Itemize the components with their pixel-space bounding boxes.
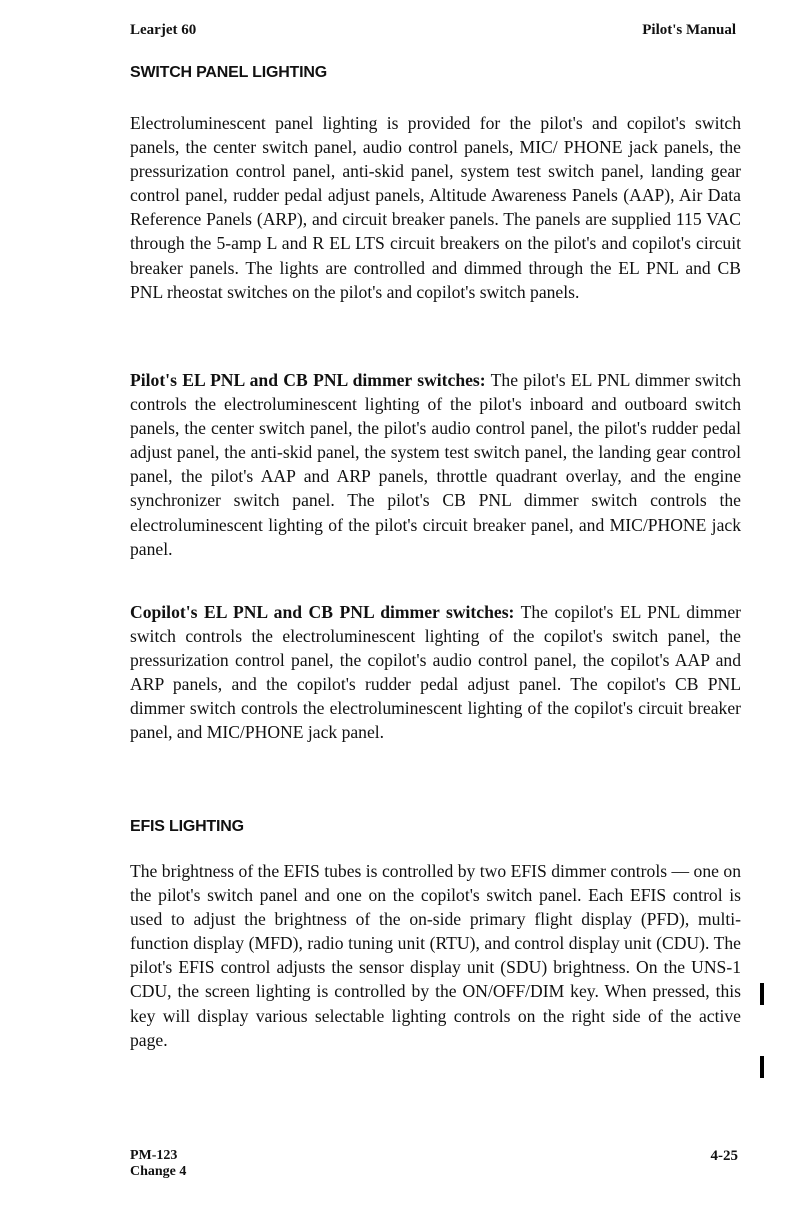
switch-panel-intro-paragraph: Electroluminescent panel lighting is provided for the pilot's and copilot's switch panels, the center switch panel, audio control panels, MIC/ PHONE jack panels, the pressurization control panel, anti-skid panel, system test switch panel, landing gear control panel, rudder pedal adjust panels, Altitude Awareness Panels (AAP), Air Data Reference Panels (ARP), and circuit breaker panels. The panels are supplied 115 VAC through the 5-amp L and R EL LTS circuit breakers on the pilot's and copilot's circuit breaker panels. The lights are controlled and dimmed through the EL PNL and CB PNL rheostat switches on the pilot's and copilot's switch panels. bbox=[130, 113, 741, 302]
footer-change-level: Change 4 bbox=[130, 1164, 187, 1179]
header-aircraft-title: Learjet 60 bbox=[130, 22, 197, 38]
efis-paragraph: The brightness of the EFIS tubes is controlled by two EFIS dimmer controls — one on the pilot's switch panel and one on the copilot's switch panel. Each EFIS control is used to adjust the brightness of the on-side primary flight display (PFD), multi-function display (MFD), radio tuning unit (RTU), and control display unit (CDU). The pilot's EFIS control adjusts the sensor display unit (SDU) brightness. On the UNS-1 CDU, the screen lighting is controlled by the ON/OFF/DIM key. When pressed, this key will display various selectable lighting controls on the right side of the active page. bbox=[130, 861, 741, 1050]
footer-doc-number: PM-123 bbox=[130, 1148, 178, 1163]
copilot-dimmer-paragraph bbox=[130, 600, 741, 745]
copilot-dimmer-lead: Copilot's EL PNL and CB PNL dimmer switches: bbox=[130, 602, 515, 622]
section-heading-switch-panel-lighting: SWITCH PANEL LIGHTING bbox=[130, 64, 327, 81]
section-heading-efis-lighting: EFIS LIGHTING bbox=[130, 818, 244, 835]
copilot-dimmer-body: The copilot's EL PNL dimmer switch controls the electroluminescent lighting of the copilot's switch panel, the pressurization control panel, the copilot's audio control panel, the copilot's AAP and ARP panels, and the copilot's rudder pedal adjust panel. The copilot's CB PNL dimmer switch controls the electroluminescent lighting of the copilot's circuit breaker panel, and MIC/PHONE jack panel. bbox=[130, 602, 741, 743]
change-bar-2 bbox=[760, 1056, 764, 1078]
pilot-dimmer-lead: Pilot's EL PNL and CB PNL dimmer switches: bbox=[130, 370, 486, 390]
change-bar-1 bbox=[760, 983, 764, 1005]
header-manual-title: Pilot's Manual bbox=[642, 22, 736, 38]
footer-page-number: 4-25 bbox=[710, 1148, 738, 1164]
pilot-dimmer-body: The pilot's EL PNL dimmer switch controls the electroluminescent lighting of the pilot's inboard and outboard switch panels, the center switch panel, the pilot's audio control panel, the pilot's rudder pedal adjust panel, the anti-skid panel, the system test switch panel, the landing gear control panel, the pilot's AAP and ARP panels, throttle quadrant overlay, and the engine synchronizer switch panel. The pilot's CB PNL dimmer switch controls the electroluminescent lighting of the pilot's circuit breaker panel, and MIC/PHONE jack panel. bbox=[130, 370, 741, 559]
pilot-dimmer-paragraph bbox=[130, 368, 741, 561]
